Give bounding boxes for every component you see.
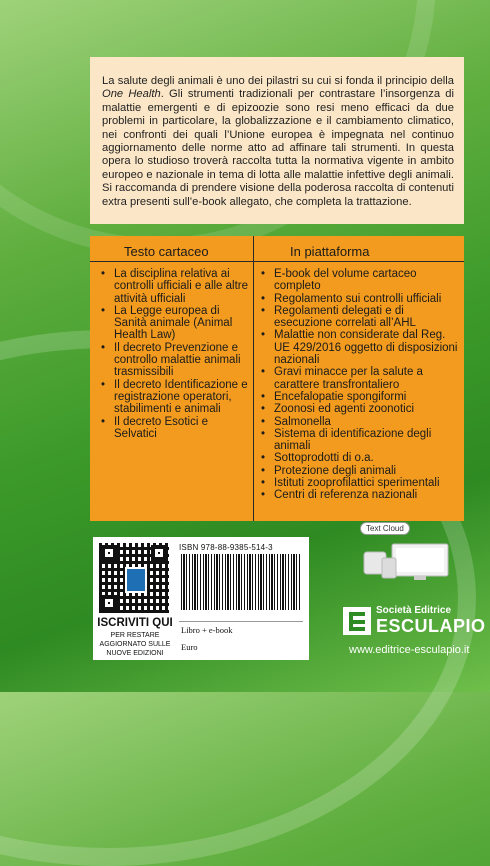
subscribe-subtitle: PER RESTARE AGGIORNATO SULLE NUOVE EDIZIONI <box>99 632 171 657</box>
publisher-name: ESCULAPIO <box>376 616 486 636</box>
list-item: • Malattie non considerate dal Reg. UE 429/2016 oggetto di disposizioni nazionali <box>256 329 460 366</box>
intro-text-box <box>90 57 464 224</box>
list-item: • Regolamenti delegati e di esecuzione correlati all’AHL <box>256 305 460 330</box>
textcloud-label: Text Cloud <box>360 522 410 535</box>
list-item: • Sistema di identificazione degli animali <box>256 428 460 453</box>
list-item: • Gravi minacce per la salute a carattere transfrontaliero <box>256 366 460 391</box>
list-item: • Salmonella <box>256 416 460 428</box>
divider <box>179 621 303 622</box>
publisher-url[interactable]: www.editrice-esculapio.it <box>349 644 470 656</box>
subscribe-cta: ISCRIVITI QUI <box>97 617 173 629</box>
list-item: • Il decreto Esotici e Selvatici <box>96 416 252 441</box>
list-item: • Regolamento sui controlli ufficiali <box>256 293 460 305</box>
publisher-block <box>343 605 486 656</box>
esculapio-logo-icon <box>125 567 147 593</box>
list-item: • E-book del volume cartaceo completo <box>256 268 460 293</box>
list-item: • Il decreto Prevenzione e controllo malattie animali trasmissibili <box>96 342 252 379</box>
publisher-subtitle: Società Editrice <box>376 605 452 616</box>
publisher-logo-icon <box>343 607 371 635</box>
isbn-label <box>93 537 309 660</box>
column-header-platform: In piattaforma <box>290 244 370 259</box>
list-item: • Zoonosi ed agenti zoonotici <box>256 403 460 415</box>
qr-code[interactable] <box>99 543 169 613</box>
textcloud-badge <box>354 522 464 582</box>
header-divider <box>90 261 464 262</box>
intro-text: La salute degli animali è uno dei pilastri su cui si fonda il principio della One Health. Gli strumenti tradizionali per contrastare l’insorgenza di malattie emergenti e di epizoozie sono resi meno efficaci da due problemi in particolare, la globalizzazione e il cambiamento climatico, nei confronti dei quali l’Unione europea è impegnata nel continuo aggiornamento delle norme atto ad affinare tali strumenti. In questa opera lo studioso troverà raccolta tutta la normativa vigente in ambito europeo e nazionale in tema di lotta alle malattie infettive degli animali. Si raccomanda di prendere visione della poderosa raccolta di contenuti extra presenti sull’e-book allegato, che completa la trattazione. <box>102 75 454 208</box>
column-divider <box>253 236 254 521</box>
column-header-print: Testo cartaceo <box>124 244 209 259</box>
list-item: • La Legge europea di Sanità animale (Animal Health Law) <box>96 305 252 342</box>
list-item: • La disciplina relativa ai controlli ufficiali e alle altre attività ufficiali <box>96 268 252 305</box>
price-label: Euro <box>181 642 198 652</box>
list-item: • Sottoprodotti di o.a. <box>256 452 460 464</box>
format-label: Libro + e-book <box>181 625 233 635</box>
isbn-number: ISBN 978-88-9385-514-3 <box>179 543 273 552</box>
devices-icon <box>354 522 464 582</box>
list-item: • Istituti zooprofilattici sperimentali <box>256 477 460 489</box>
barcode <box>181 554 301 610</box>
list-item: • Il decreto Identificazione e registrazione operatori, stabilimenti e animali <box>96 379 252 416</box>
print-contents-list <box>96 268 252 440</box>
platform-contents-list <box>256 268 460 502</box>
list-item: • Protezione degli animali <box>256 465 460 477</box>
list-item: • Encefalopatie spongiformi <box>256 391 460 403</box>
contents-table <box>90 236 464 521</box>
list-item: • Centri di referenza nazionali <box>256 489 460 501</box>
